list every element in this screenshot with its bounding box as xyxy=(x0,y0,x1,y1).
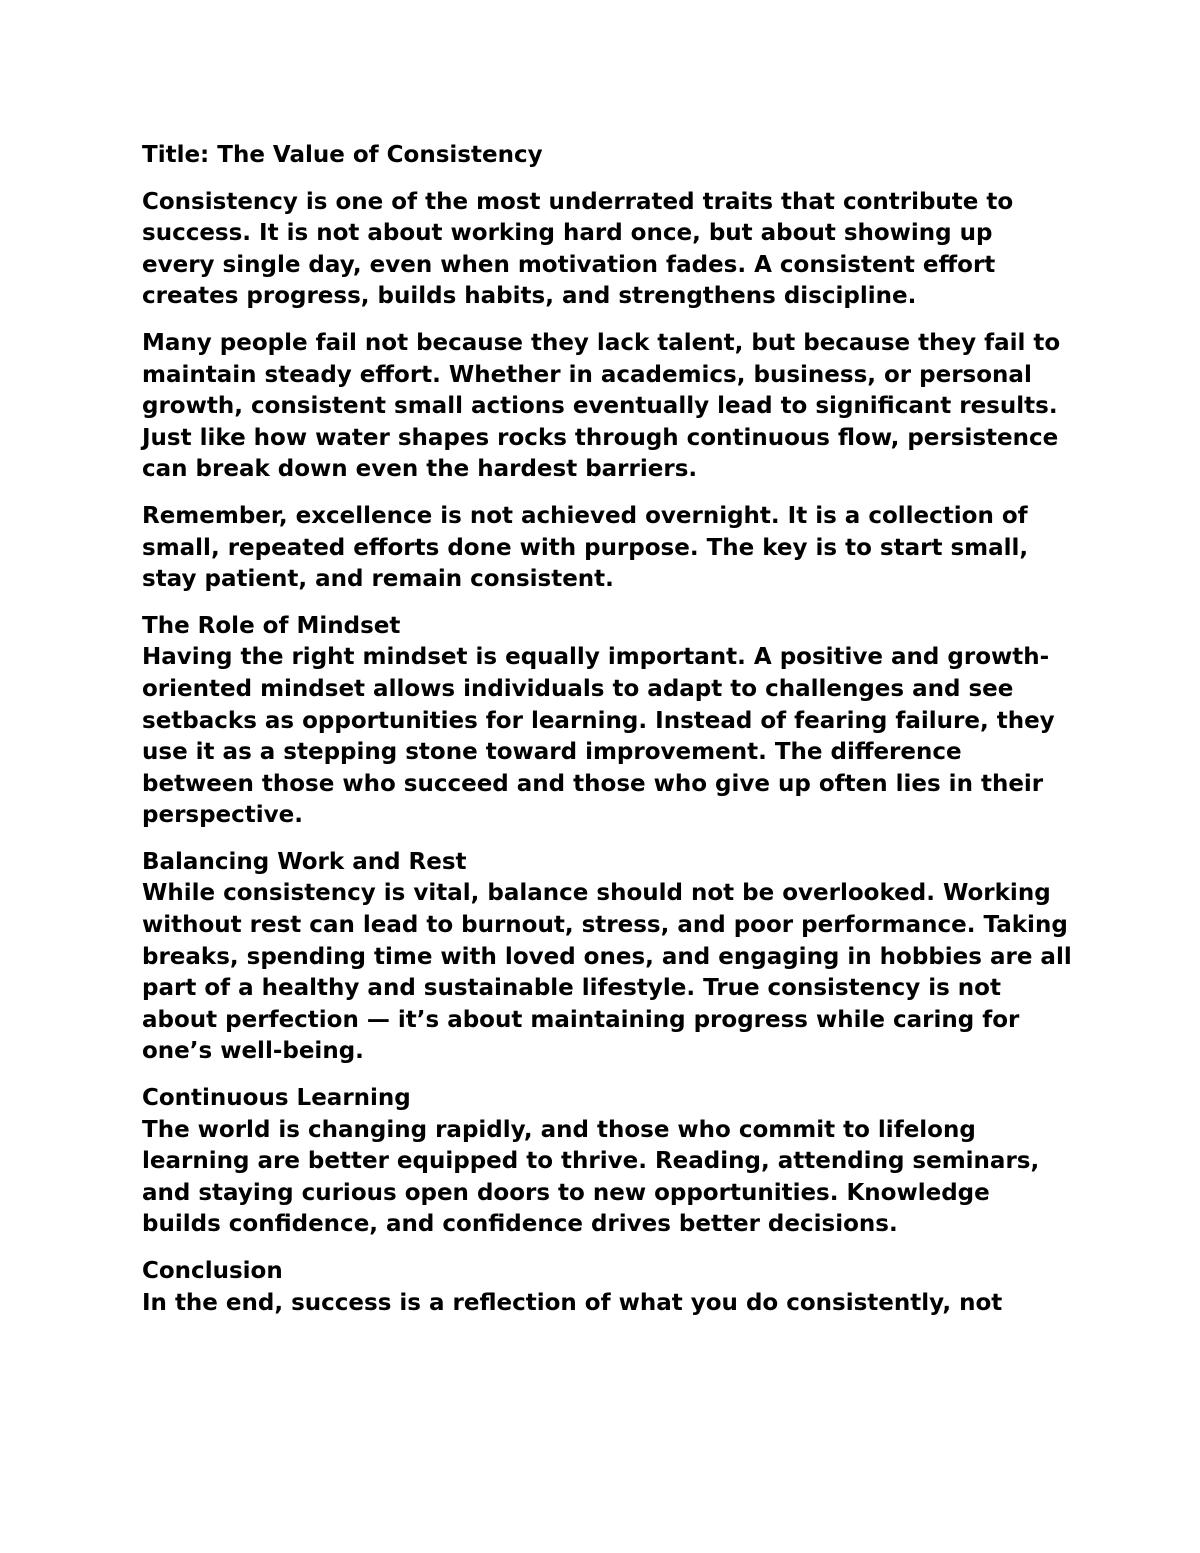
section-learning xyxy=(142,1083,1072,1241)
section-heading: Continuous Learning xyxy=(142,1085,411,1112)
section-body: Having the right mindset is equally important. A positive and growth-oriented mindset allows individuals to adapt to challenges and see setbacks as opportunities for learning. Instead of fearing failure, they use it as a stepping stone toward improvement. The difference between those who succeed and those who give up often lies in their perspective. xyxy=(142,644,1055,829)
section-body: In the end, success is a reflection of what you do consistently, not xyxy=(142,1289,1003,1316)
section-heading: Conclusion xyxy=(142,1258,283,1284)
section-heading: The Role of Mindset xyxy=(142,612,401,639)
paragraph-intro: Consistency is one of the most underrated traits that contribute to success. It is not about working hard once, but about showing up every single day, even when motivation fades. A consistent effort creates progress, builds habits, and strengthens discipline. xyxy=(142,188,1014,310)
section-heading: Balancing Work and Rest xyxy=(142,848,467,875)
section-body: While consistency is vital, balance should not be overlooked. Working without rest can lead to burnout, stress, and poor performance. Taking breaks, spending time with loved ones, and engaging in hobbies are all part of a healthy and sustainable lifestyle. True consistency is not about perfection — it’s about maintaining progress while caring for one’s well-being. xyxy=(142,880,1072,1065)
section-conclusion xyxy=(142,1256,1072,1319)
section-balance xyxy=(142,847,1072,1068)
section-body: The world is changing rapidly, and those who commit to lifelong learning are better equipped to thrive. Reading, attending seminars, and staying curious open doors to new opportunities. Knowledge builds confidence, and confidence drives better decisions. xyxy=(142,1116,1040,1238)
paragraph-talent: Many people fail not because they lack talent, but because they fail to maintain steady effort. Whether in academics, business, or personal growth, consistent small actions eventually lead to significant results. Just like how water shapes rocks through continuous flow, persistence can break down even the hardest barriers. xyxy=(142,329,1061,483)
paragraph-excellence: Remember, excellence is not achieved overnight. It is a collection of small, repeated efforts done with purpose. The key is to start small, stay patient, and remain consistent. xyxy=(142,502,1029,593)
document-body xyxy=(142,140,1072,1334)
document-title: Title: The Value of Consistency xyxy=(142,142,543,168)
section-mindset xyxy=(142,611,1072,832)
